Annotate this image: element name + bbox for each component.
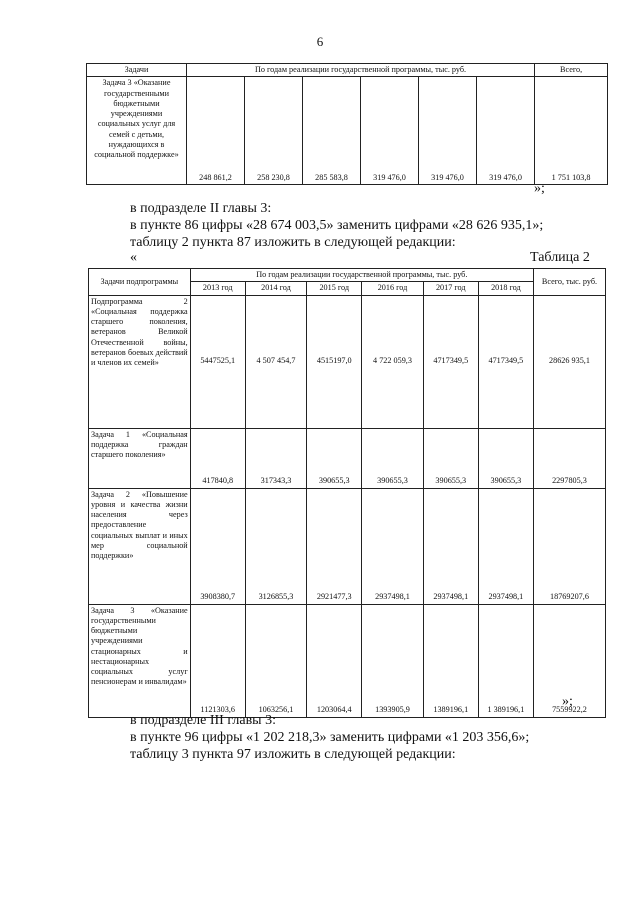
header-years-caption: По годам реализации государственной программы, тыс. руб. (187, 64, 535, 77)
cell-value: 417840,8 (190, 428, 245, 488)
header-tasks: Задачи (87, 64, 187, 77)
table-header-row (87, 64, 608, 77)
row-label: Подпрограмма 2 «Социальная поддержка старшего поколения, ветеранов Великой Отечественной войны, ветеранов боевых действий и членов их семей» (89, 295, 191, 428)
paragraph-line: таблицу 3 пункта 97 изложить в следующей редакции: (130, 747, 456, 762)
paragraph-line: в подразделе III главы 3: (130, 713, 276, 728)
cell-value: 1393905,9 (362, 604, 423, 717)
opening-quote: « (130, 250, 137, 265)
budget-table-continued (86, 63, 608, 185)
cell-value: 1389196,1 (423, 604, 478, 717)
cell-value: 319 476,0 (419, 77, 477, 185)
paragraph-line: в пункте 86 цифры «28 674 003,5» заменить цифрами «28 626 935,1»; (130, 218, 544, 233)
table-row (89, 295, 606, 428)
cell-value: 1121303,6 (190, 604, 245, 717)
closing-quote: »; (534, 181, 545, 196)
cell-value: 5447525,1 (190, 295, 245, 428)
header-total: Всего, (535, 64, 608, 77)
header-year: 2018 год (478, 282, 533, 295)
cell-value: 390655,3 (478, 428, 533, 488)
cell-value: 2937498,1 (362, 488, 423, 604)
header-year: 2015 год (307, 282, 362, 295)
paragraph-line: таблицу 2 пункта 87 изложить в следующей редакции: (130, 235, 456, 250)
cell-value: 2921477,3 (307, 488, 362, 604)
cell-value: 319 476,0 (477, 77, 535, 185)
cell-value: 4 507 454,7 (245, 295, 306, 428)
cell-value: 390655,3 (362, 428, 423, 488)
cell-total: 2297805,3 (533, 428, 605, 488)
closing-quote: »; (562, 694, 573, 709)
table-header-row (89, 269, 606, 282)
paragraph-line: в подразделе II главы 3: (130, 201, 272, 216)
header-year: 2013 год (190, 282, 245, 295)
header-total: Всего, тыс. руб. (533, 269, 605, 296)
cell-value: 1 389196,1 (478, 604, 533, 717)
table-row (87, 77, 608, 185)
row-label: Задача 2 «Повышение уровня и качества жизни населения через предоставление социальных выплат и иных мер социальной поддержки» (89, 488, 191, 604)
cell-value: 4717349,5 (478, 295, 533, 428)
cell-value: 317343,3 (245, 428, 306, 488)
cell-value: 390655,3 (307, 428, 362, 488)
table-row (89, 488, 606, 604)
cell-value: 258 230,8 (245, 77, 303, 185)
row-label: Задача 3 «Оказание государственными бюджетными учреждениями стационарных и нестационарных социальных услуг пенсионерам и инвалидам» (89, 604, 191, 717)
cell-value: 2937498,1 (478, 488, 533, 604)
cell-total: 28626 935,1 (533, 295, 605, 428)
table-caption: Таблица 2 (530, 250, 590, 265)
page-number: 6 (316, 34, 324, 49)
cell-value: 3908380,7 (190, 488, 245, 604)
cell-value: 4515197,0 (307, 295, 362, 428)
cell-value: 1063256,1 (245, 604, 306, 717)
header-year: 2017 год (423, 282, 478, 295)
cell-value: 285 583,8 (303, 77, 361, 185)
cell-value: 248 861,2 (187, 77, 245, 185)
cell-value: 3126855,3 (245, 488, 306, 604)
cell-value: 1203064,4 (307, 604, 362, 717)
header-years-caption: По годам реализации государственной программы, тыс. руб. (190, 269, 533, 282)
cell-value: 4717349,5 (423, 295, 478, 428)
cell-total: 18769207,6 (533, 488, 605, 604)
paragraph-line: в пункте 96 цифры «1 202 218,3» заменить цифрами «1 203 356,6»; (130, 730, 530, 745)
header-year: 2014 год (245, 282, 306, 295)
row-label: Задача 1 «Социальная поддержка граждан старшего поколения» (89, 428, 191, 488)
header-year: 2016 год (362, 282, 423, 295)
table-row (89, 428, 606, 488)
cell-total: 7559922,2 (533, 604, 605, 717)
cell-value: 319 476,0 (361, 77, 419, 185)
table-row (89, 604, 606, 717)
cell-total: 1 751 103,8 (535, 77, 608, 185)
header-tasks: Задачи подпрограммы (89, 269, 191, 296)
row-label: Задача 3 «Оказание государственными бюджетными учреждениями социальных услуг для семей с детьми, нуждающихся в социальной поддержке» (87, 77, 187, 185)
cell-value: 2937498,1 (423, 488, 478, 604)
cell-value: 390655,3 (423, 428, 478, 488)
budget-table-2 (88, 268, 606, 718)
cell-value: 4 722 059,3 (362, 295, 423, 428)
